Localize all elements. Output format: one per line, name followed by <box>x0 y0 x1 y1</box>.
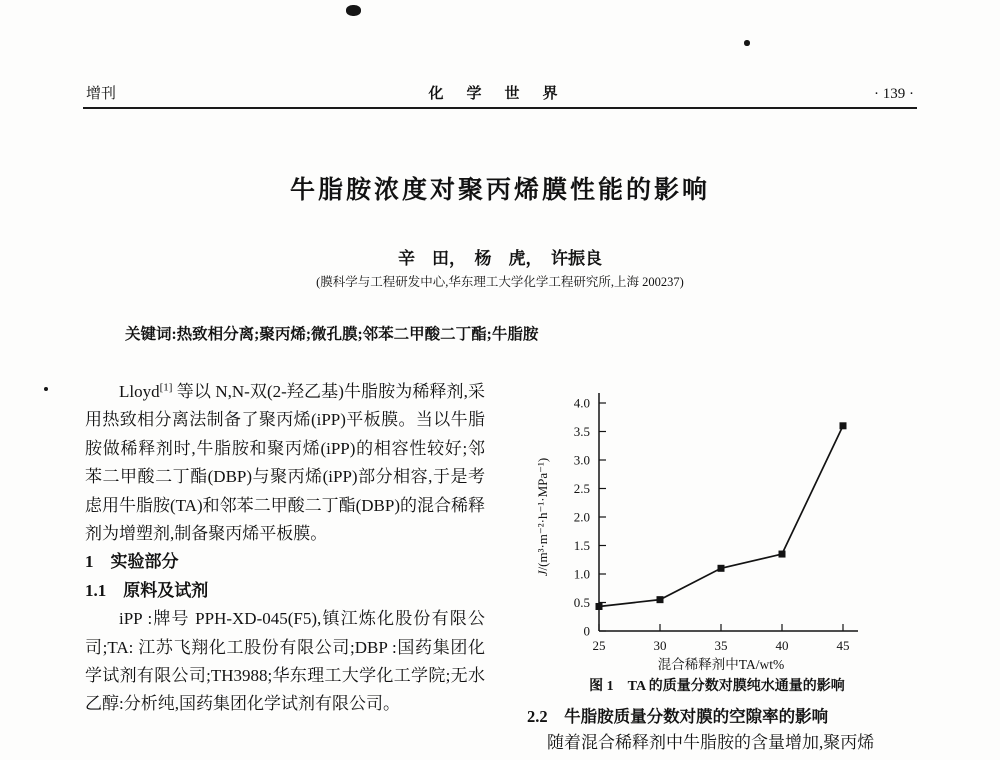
svg-text:0: 0 <box>583 623 590 639</box>
scan-artifact-icon <box>744 40 750 46</box>
svg-text:J/(m³·m⁻²·h⁻¹·MPa⁻¹): J/(m³·m⁻²·h⁻¹·MPa⁻¹) <box>535 457 550 577</box>
materials-paragraph: iPP :牌号 PPH-XD-045(F5),镇江炼化股份有限公司;TA: 江苏飞翔化工股份有限公司;DBP :国药集团化学试剂有限公司;TH3988;华东理工大学化工学院;无水乙醇:分析纯,国药集团化学试剂有限公司。 <box>85 609 485 714</box>
section-2-2-heading: 2.2 牛脂胺质量分数对膜的空隙率的影响 <box>527 707 829 726</box>
figure-1-caption: 图 1 TA 的质量分数对膜纯水通量的影响 <box>589 679 845 694</box>
right-column <box>513 375 921 757</box>
scan-artifact-icon <box>44 387 48 391</box>
svg-text:2.5: 2.5 <box>573 481 590 496</box>
keywords-line <box>125 322 538 344</box>
svg-text:3.0: 3.0 <box>573 452 590 468</box>
right-body-paragraph: 随着混合稀释剂中牛脂胺的含量增加,聚丙烯 <box>547 733 875 752</box>
authors-line: 辛 田， 杨 虎， 许振良 <box>398 249 602 268</box>
svg-text:4.0: 4.0 <box>573 395 590 411</box>
svg-text:35: 35 <box>714 638 728 653</box>
flux-chart-svg <box>513 375 913 671</box>
keywords-text: 热致相分离;聚丙烯;微孔膜;邻苯二甲酸二丁酯;牛脂胺 <box>176 326 539 343</box>
svg-text:40: 40 <box>775 638 789 653</box>
scan-artifact-icon <box>346 5 361 16</box>
journal-name: 化 学 世 界 <box>428 86 562 102</box>
header-rule <box>83 107 917 109</box>
section-1-heading: 1 实验部分 <box>85 552 179 572</box>
article-title: 牛脂胺浓度对聚丙烯膜性能的影响 <box>289 177 710 204</box>
page-number: · 139 · <box>874 86 914 102</box>
reference-superscript: [1] <box>159 381 173 394</box>
svg-text:30: 30 <box>653 638 667 653</box>
intro-paragraph <box>85 378 485 548</box>
left-column <box>85 378 485 719</box>
page-header <box>86 82 914 103</box>
section-1-1-heading: 1.1 原料及试剂 <box>85 580 209 600</box>
figure-1-chart <box>513 375 913 671</box>
intro-lead-word: Lloyd <box>119 382 160 401</box>
svg-text:45: 45 <box>836 638 850 653</box>
keywords-label: 关键词: <box>125 326 177 343</box>
svg-text:1.0: 1.0 <box>573 566 590 582</box>
svg-text:3.5: 3.5 <box>573 424 590 439</box>
svg-text:2.0: 2.0 <box>573 509 590 525</box>
svg-text:0.5: 0.5 <box>573 595 590 610</box>
svg-text:1.5: 1.5 <box>573 538 590 553</box>
svg-text:25: 25 <box>592 638 606 653</box>
journal-issue-label: 增刊 <box>86 86 117 102</box>
affiliation-line: (膜科学与工程研发中心,华东理工大学化学工程研究所,上海 200237) <box>316 275 684 289</box>
svg-text:混合稀释剂中TA/wt%: 混合稀释剂中TA/wt% <box>657 657 785 671</box>
intro-rest-text: 等以 N,N-双(2-羟乙基)牛脂胺为稀释剂,采用热致相分离法制备了聚丙烯(iPP)平板膜。当以牛脂胺做稀释剂时,牛脂胺和聚丙烯(iPP)的相容性较好;邻苯二甲酸二丁酯(DBP)与聚丙烯(iPP)部分相容,于是考虑用牛脂胺(TA)和邻苯二甲酸二丁酯(DBP)的混合稀释剂为增塑剂,制备聚丙烯平板膜。 <box>85 382 486 544</box>
